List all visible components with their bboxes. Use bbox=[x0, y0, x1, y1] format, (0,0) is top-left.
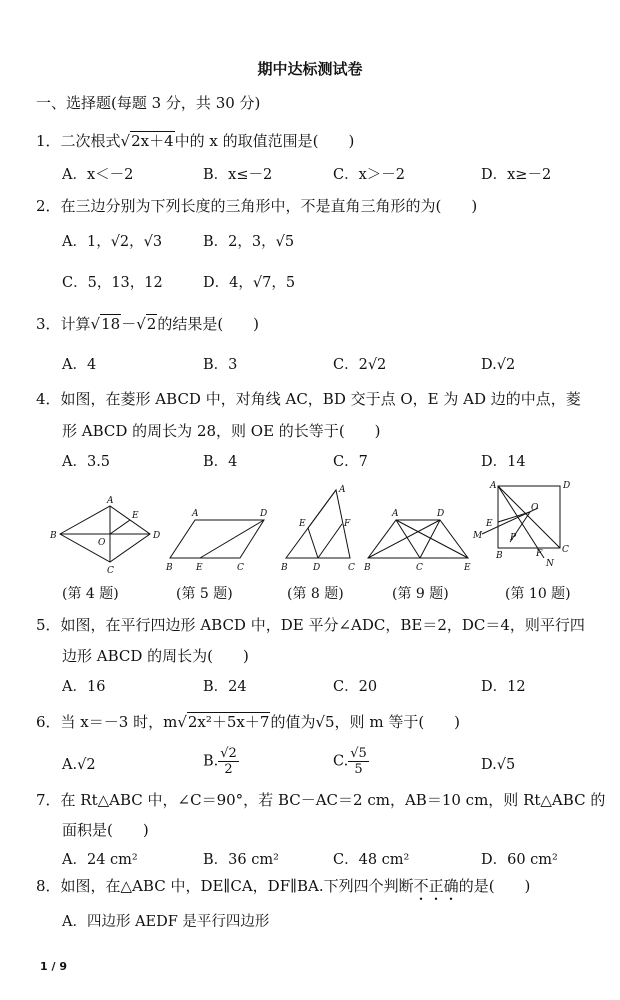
caption-figure-10: (第 10 题) bbox=[505, 586, 571, 602]
figure-4-rhombus bbox=[50, 496, 160, 576]
q7-option-a: A．24 cm² bbox=[62, 852, 138, 868]
figure-9-trapezoid bbox=[363, 509, 471, 573]
q2-option-d: D．4，√7，5 bbox=[203, 275, 296, 291]
svg-text:E: E bbox=[464, 563, 471, 573]
svg-text:A: A bbox=[192, 509, 199, 519]
question-3: 3．计算√18－√2的结果是( ) bbox=[36, 315, 260, 333]
q1-option-b: B．x≤－2 bbox=[203, 167, 273, 183]
svg-text:C: C bbox=[237, 563, 244, 573]
q4-option-d: D．14 bbox=[481, 454, 526, 470]
q7-option-c: C．48 cm² bbox=[333, 852, 410, 868]
svg-text:N: N bbox=[546, 559, 554, 569]
question-5-line-2: 边形 ABCD 的周长为( ) bbox=[62, 647, 249, 665]
svg-text:O: O bbox=[98, 538, 106, 548]
question-2: 2．在三边分别为下列长度的三角形中，不是直角三角形的为( ) bbox=[36, 197, 478, 215]
svg-text:B: B bbox=[496, 551, 503, 561]
q2-option-b: B．2，3，√5 bbox=[203, 234, 295, 250]
q4-option-a: A．3.5 bbox=[62, 454, 111, 470]
q3-option-b: B．3 bbox=[203, 357, 238, 373]
svg-text:F: F bbox=[536, 549, 543, 559]
svg-text:F: F bbox=[344, 519, 351, 529]
section-heading: 一、选择题(每题 3 分，共 30 分) bbox=[36, 94, 261, 112]
q6-option-b: B. $\frac{√2}{2}$ bbox=[203, 746, 237, 777]
figures-row bbox=[50, 478, 580, 578]
svg-text:C: C bbox=[348, 563, 355, 573]
svg-text:O: O bbox=[531, 503, 539, 513]
svg-text:D: D bbox=[313, 563, 321, 573]
svg-text:E: E bbox=[486, 519, 493, 529]
svg-text:A: A bbox=[339, 485, 346, 495]
svg-text:E: E bbox=[299, 519, 306, 529]
caption-figure-8: (第 8 题) bbox=[287, 586, 344, 602]
svg-text:A: A bbox=[107, 496, 114, 506]
svg-text:C: C bbox=[107, 566, 114, 576]
svg-text:D: D bbox=[153, 531, 161, 541]
svg-text:B: B bbox=[364, 563, 371, 573]
figure-10-square bbox=[472, 481, 570, 569]
q4-option-b: B．4 bbox=[203, 454, 238, 470]
q5-option-c: C．20 bbox=[333, 679, 378, 695]
question-7-line-2: 面积是( ) bbox=[62, 821, 149, 839]
svg-text:M: M bbox=[473, 531, 483, 541]
q5-option-b: B．24 bbox=[203, 679, 247, 695]
question-4-line-1: 4．如图，在菱形 ABCD 中，对角线 AC，BD 交于点 O，E 为 AD 边的中点，菱 bbox=[36, 390, 581, 408]
svg-text:A: A bbox=[490, 481, 497, 491]
svg-text:B: B bbox=[50, 531, 57, 541]
svg-text:C: C bbox=[416, 563, 423, 573]
svg-text:E: E bbox=[132, 511, 139, 521]
q1-option-c: C．x＞－2 bbox=[333, 167, 405, 183]
q3-option-c: C．2√2 bbox=[333, 357, 387, 373]
svg-text:D: D bbox=[563, 481, 571, 491]
q6-option-a: A.√2 bbox=[62, 757, 96, 773]
q1-option-a: A．x＜－2 bbox=[62, 167, 134, 183]
svg-text:D: D bbox=[437, 509, 445, 519]
svg-text:B: B bbox=[281, 563, 288, 573]
question-4-line-2: 形 ABCD 的周长为 28，则 OE 的长等于( ) bbox=[62, 422, 381, 440]
svg-text:E: E bbox=[196, 563, 203, 573]
q3-option-d: D.√2 bbox=[481, 357, 516, 373]
q1-option-d: D．x≥－2 bbox=[481, 167, 552, 183]
q6-option-d: D.√5 bbox=[481, 757, 516, 773]
caption-figure-5: (第 5 题) bbox=[176, 586, 233, 602]
q4-option-c: C．7 bbox=[333, 454, 368, 470]
q3-option-a: A．4 bbox=[62, 357, 97, 373]
question-5-line-1: 5．如图，在平行四边形 ABCD 中，DE 平分∠ADC，BE＝2，DC＝4，则平行四 bbox=[36, 616, 585, 634]
figure-5-parallelogram bbox=[165, 509, 267, 573]
q8-option-a: A．四边形 AEDF 是平行四边形 bbox=[62, 914, 270, 930]
q6-option-c: C. $\frac{√5}{5}$ bbox=[333, 746, 367, 777]
caption-figure-4: (第 4 题) bbox=[62, 586, 119, 602]
q5-option-a: A．16 bbox=[62, 679, 106, 695]
caption-figure-9: (第 9 题) bbox=[392, 586, 449, 602]
question-8: 8．如图，在△ABC 中，DE∥CA，DF∥BA.下列四个判断不正确的是( ) bbox=[36, 877, 531, 895]
svg-text:P: P bbox=[510, 533, 517, 543]
q7-option-b: B．36 cm² bbox=[203, 852, 279, 868]
svg-text:B: B bbox=[166, 563, 173, 573]
q2-option-c: C．5，13，12 bbox=[62, 275, 163, 291]
q2-option-a: A．1，√2，√3 bbox=[62, 234, 163, 250]
question-1: 1．二次根式√2x＋4中的 x 的取值范围是( ) bbox=[36, 132, 355, 150]
q5-option-d: D．12 bbox=[481, 679, 526, 695]
page-title: 期中达标测试卷 bbox=[257, 60, 363, 78]
question-7-line-1: 7．在 Rt△ABC 中，∠C＝90°，若 BC－AC＝2 cm，AB＝10 cm，则 Rt△ABC 的 bbox=[36, 791, 606, 809]
svg-text:A: A bbox=[392, 509, 399, 519]
page-number: 1 / 9 bbox=[40, 960, 67, 973]
svg-text:C: C bbox=[562, 545, 569, 555]
figure-8-triangle bbox=[280, 485, 355, 573]
q7-option-d: D．60 cm² bbox=[481, 852, 558, 868]
svg-text:D: D bbox=[260, 509, 268, 519]
question-6: 6．当 x＝－3 时，m√2x²＋5x＋7的值为√5，则 m 等于( ) bbox=[36, 713, 461, 731]
